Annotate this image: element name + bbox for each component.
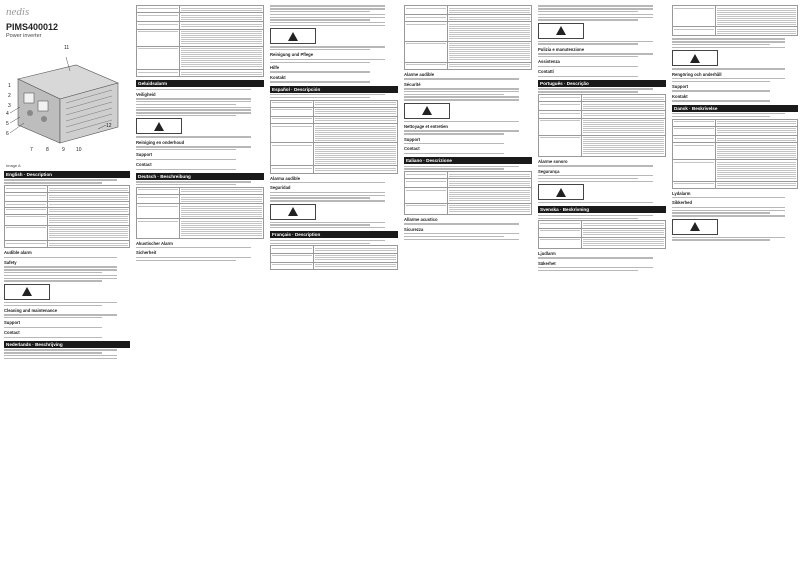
heading-sikkerhed: Sikkerhed — [672, 200, 693, 206]
section-bar-espanol: Español · Descripción — [270, 86, 398, 93]
heading-lydalarm: Lydalarm — [672, 190, 691, 196]
heading-sicurezza: Sicurezza — [404, 226, 424, 232]
figure-callout-5: 5 — [6, 121, 9, 127]
heading-reinigung: Reinigung und Pflege — [270, 52, 314, 58]
heading-sakerhet: Säkerhet — [538, 260, 556, 266]
column-6 — [672, 4, 798, 563]
heading-allarme-acustico: Allarme acustico — [404, 216, 438, 222]
spec-table-francais — [270, 245, 398, 270]
spec-table-english — [4, 185, 130, 248]
figure-callout-8: 8 — [46, 147, 49, 153]
heading-audible-alarm: Audible alarm — [4, 250, 32, 256]
heading-hilfe: Hilfe — [270, 64, 280, 70]
spec-table-espanol — [270, 100, 398, 174]
heading-support-sv: Support — [672, 84, 689, 90]
warning-icon — [690, 54, 700, 63]
warning-box — [672, 50, 718, 66]
heading-support-nl: Support — [136, 152, 153, 158]
heading-ljudlarm: Ljudlarm — [538, 250, 556, 256]
heading-pulizia: Pulizia e manutenzione — [538, 46, 585, 52]
heading-securite: Sécurité — [404, 81, 421, 87]
warning-icon — [154, 122, 164, 131]
warning-icon — [690, 222, 700, 231]
heading-contact: Contact — [4, 330, 20, 336]
spec-table-deutsch — [136, 187, 264, 239]
product-model: PIMS400012 — [6, 22, 59, 32]
heading-akustischer-alarm: Akustischer Alarm — [136, 240, 173, 246]
heading-nettoyage: Nettoyage et entretien — [404, 124, 448, 130]
column-2 — [136, 4, 264, 563]
warning-icon — [422, 106, 432, 115]
brand-logo: nedis — [6, 6, 30, 18]
heading-contact-fr: Contact — [404, 146, 420, 152]
warning-box — [538, 184, 584, 200]
spec-table-portugues — [538, 94, 666, 157]
heading-alarme-audible: Alarme audible — [404, 71, 435, 77]
figure-callout-10: 10 — [76, 147, 82, 153]
column-1 — [4, 4, 130, 563]
column-3 — [270, 4, 398, 563]
heading-seguranca: Segurança — [538, 168, 560, 174]
product-figure — [6, 43, 128, 161]
section-bar-nederlands: Nederlands · Beschrijving — [4, 341, 130, 348]
heading-veiligheid: Veiligheid — [136, 91, 156, 97]
inverter-illustration — [6, 43, 128, 161]
heading-alarma-audible: Alarma audible — [270, 175, 301, 181]
figure-callout-1: 1 — [8, 83, 11, 89]
warning-icon — [22, 287, 32, 296]
warning-icon — [556, 188, 566, 197]
spec-table-dansk — [672, 119, 798, 189]
spec-table-nederlands — [136, 5, 264, 77]
product-subtitle: Power inverter — [6, 33, 42, 39]
warning-box — [136, 118, 182, 134]
figure-callout-3: 3 — [8, 103, 11, 109]
section-bar-deutsch: Deutsch · Beschreibung — [136, 173, 264, 180]
warning-box — [538, 23, 584, 39]
heading-sicherheit: Sicherheit — [136, 250, 157, 256]
spec-table-francais-cont — [404, 5, 532, 70]
warning-icon — [288, 207, 298, 216]
warning-box — [672, 219, 718, 235]
heading-assistenza: Assistenza — [538, 59, 560, 65]
warning-icon — [288, 32, 298, 41]
warning-box — [4, 284, 50, 300]
heading-support: Support — [4, 320, 21, 326]
heading-cleaning: Cleaning and maintenance — [4, 307, 58, 313]
warning-box — [270, 28, 316, 44]
column-4 — [404, 4, 532, 563]
figure-callout-12: 12 — [106, 123, 112, 129]
section-bar-italiano: Italiano · Descrizione — [404, 157, 532, 164]
heading-support-fr: Support — [404, 136, 421, 142]
figure-caption: Image A — [6, 163, 21, 168]
section-bar-geluidsalarm: Geluidsalarm — [136, 80, 264, 87]
heading-kontakt-sv: Kontakt — [672, 93, 688, 99]
heading-seguridad: Seguridad — [270, 185, 291, 191]
heading-kontakt: Kontakt — [270, 74, 286, 80]
column-5 — [538, 4, 666, 563]
heading-safety: Safety — [4, 260, 17, 266]
figure-callout-2: 2 — [8, 93, 11, 99]
figure-callout-11: 11 — [64, 45, 70, 51]
section-bar-svenska: Svenska · Beskrivning — [538, 206, 666, 213]
warning-icon — [556, 26, 566, 35]
figure-callout-6: 6 — [6, 131, 9, 137]
figure-callout-7: 7 — [30, 147, 33, 153]
figure-callout-4: 4 — [6, 111, 9, 117]
spec-table-svenska-cont — [672, 5, 798, 36]
heading-contact-nl: Contact — [136, 162, 152, 168]
spec-table-italiano — [404, 171, 532, 215]
section-bar-english: English · Description — [4, 171, 130, 178]
heading-reiniging: Reiniging en onderhoud — [136, 139, 185, 145]
spec-table-svenska — [538, 220, 666, 249]
heading-alarme-sonoro: Alarme sonoro — [538, 158, 568, 164]
heading-contatti: Contatti — [538, 69, 554, 75]
section-bar-dansk: Dansk · Beskrivelse — [672, 105, 798, 112]
section-bar-portugues: Português · Descrição — [538, 80, 666, 87]
figure-callout-9: 9 — [62, 147, 65, 153]
heading-rengoring: Rengöring och underhåll — [672, 71, 722, 77]
section-bar-francais: Français · Description — [270, 231, 398, 238]
warning-box — [270, 204, 316, 220]
warning-box — [404, 103, 450, 119]
